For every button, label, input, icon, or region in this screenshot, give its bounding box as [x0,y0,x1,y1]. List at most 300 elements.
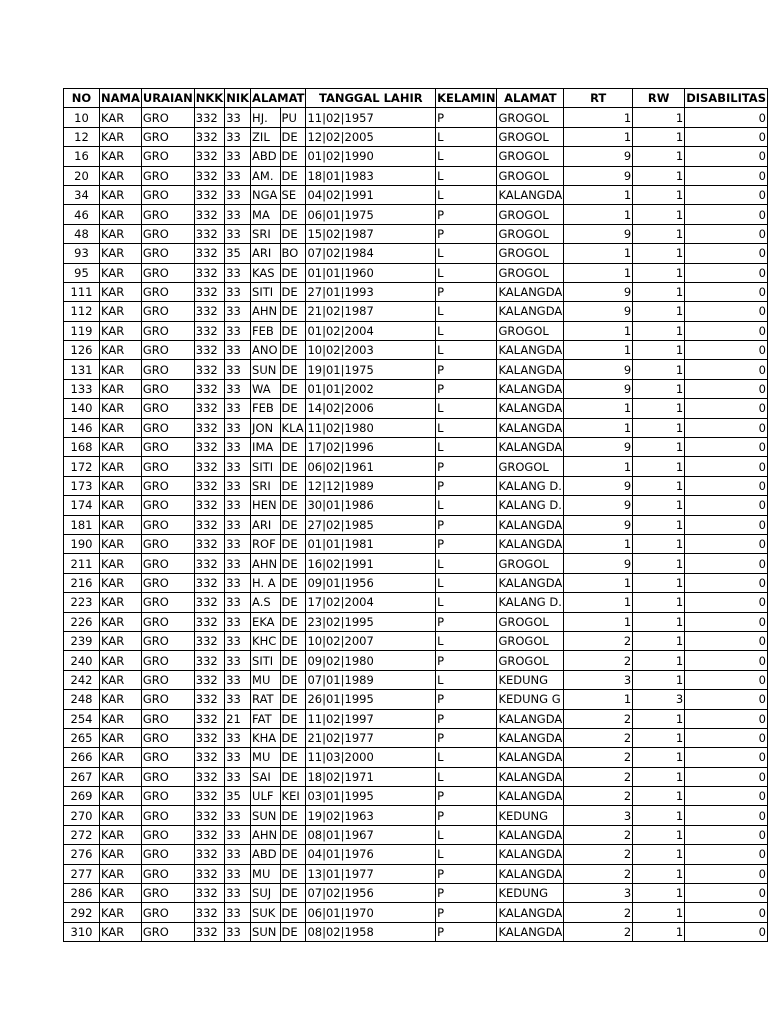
cell-rw[interactable]: 1 [633,884,685,903]
cell-alamat-b[interactable]: DE [280,612,306,631]
cell-nik[interactable]: 33 [225,321,251,340]
cell-rt[interactable]: 1 [564,108,633,127]
header-alamat-1[interactable]: ALAMAT [251,89,306,108]
cell-rt[interactable]: 1 [564,593,633,612]
cell-disabilitas[interactable]: 0 [685,457,768,476]
cell-rw[interactable]: 1 [633,864,685,883]
cell-alamat-a[interactable]: KHC [251,631,280,650]
cell-tanggal-lahir[interactable]: 16|02|1991 [306,554,436,573]
cell-nik[interactable]: 33 [225,651,251,670]
cell-disabilitas[interactable]: 0 [685,224,768,243]
cell-nama[interactable]: KAR [99,282,141,301]
cell-nkk[interactable]: 332 [194,806,224,825]
cell-rt[interactable]: 1 [564,418,633,437]
cell-rt[interactable]: 1 [564,573,633,592]
cell-alamat-b[interactable]: DE [280,438,306,457]
cell-no[interactable]: 140 [64,399,100,418]
cell-nik[interactable]: 33 [225,728,251,747]
cell-nik[interactable]: 33 [225,690,251,709]
cell-rw[interactable]: 1 [633,922,685,941]
table-row[interactable] [64,379,768,398]
cell-kelamin[interactable]: P [436,922,497,941]
cell-tanggal-lahir[interactable]: 14|02|2006 [306,399,436,418]
cell-kelamin[interactable]: P [436,864,497,883]
cell-nkk[interactable]: 332 [194,825,224,844]
cell-tanggal-lahir[interactable]: 26|01|1995 [306,690,436,709]
cell-disabilitas[interactable]: 0 [685,767,768,786]
cell-nama[interactable]: KAR [99,709,141,728]
cell-uraian[interactable]: GRO [141,573,194,592]
cell-rt[interactable]: 2 [564,864,633,883]
cell-alamat-b[interactable]: DE [280,224,306,243]
header-nama[interactable]: NAMA [99,89,141,108]
cell-rw[interactable]: 1 [633,845,685,864]
cell-alamat[interactable]: GROGOL [497,554,564,573]
cell-nama[interactable]: KAR [99,612,141,631]
cell-rw[interactable]: 1 [633,554,685,573]
cell-disabilitas[interactable]: 0 [685,360,768,379]
cell-alamat-b[interactable]: DE [280,379,306,398]
cell-tanggal-lahir[interactable]: 21|02|1987 [306,302,436,321]
table-row[interactable] [64,127,768,146]
cell-uraian[interactable]: GRO [141,748,194,767]
header-rw[interactable]: RW [633,89,685,108]
cell-alamat[interactable]: GROGOL [497,631,564,650]
cell-rw[interactable]: 1 [633,593,685,612]
cell-nama[interactable]: KAR [99,438,141,457]
cell-uraian[interactable]: GRO [141,767,194,786]
cell-rw[interactable]: 1 [633,728,685,747]
cell-nama[interactable]: KAR [99,244,141,263]
cell-uraian[interactable]: GRO [141,612,194,631]
cell-uraian[interactable]: GRO [141,108,194,127]
cell-no[interactable]: 112 [64,302,100,321]
cell-nkk[interactable]: 332 [194,302,224,321]
cell-alamat-a[interactable]: ZIL [251,127,280,146]
cell-alamat-a[interactable]: KHA [251,728,280,747]
cell-nkk[interactable]: 332 [194,903,224,922]
cell-kelamin[interactable]: P [436,651,497,670]
cell-alamat[interactable]: GROGOL [497,263,564,282]
table-row[interactable] [64,418,768,437]
cell-nik[interactable]: 33 [225,884,251,903]
cell-nama[interactable]: KAR [99,825,141,844]
cell-nkk[interactable]: 332 [194,147,224,166]
cell-rw[interactable]: 1 [633,709,685,728]
cell-nkk[interactable]: 332 [194,282,224,301]
cell-rt[interactable]: 1 [564,612,633,631]
cell-nkk[interactable]: 332 [194,612,224,631]
cell-tanggal-lahir[interactable]: 27|01|1993 [306,282,436,301]
table-row[interactable] [64,554,768,573]
cell-tanggal-lahir[interactable]: 13|01|1977 [306,864,436,883]
cell-alamat[interactable]: KALANGDA [497,399,564,418]
cell-no[interactable]: 266 [64,748,100,767]
cell-alamat[interactable]: KALANGDA [497,903,564,922]
cell-disabilitas[interactable]: 0 [685,728,768,747]
cell-alamat-a[interactable]: IMA [251,438,280,457]
cell-nik[interactable]: 33 [225,457,251,476]
table-row[interactable] [64,108,768,127]
cell-alamat[interactable]: GROGOL [497,205,564,224]
cell-alamat[interactable]: GROGOL [497,244,564,263]
cell-nama[interactable]: KAR [99,496,141,515]
cell-no[interactable]: 133 [64,379,100,398]
cell-tanggal-lahir[interactable]: 06|02|1961 [306,457,436,476]
cell-rw[interactable]: 1 [633,767,685,786]
cell-rt[interactable]: 9 [564,224,633,243]
table-row[interactable] [64,903,768,922]
cell-kelamin[interactable]: P [436,457,497,476]
cell-alamat-b[interactable]: DE [280,302,306,321]
cell-nama[interactable]: KAR [99,341,141,360]
cell-kelamin[interactable]: L [436,573,497,592]
cell-disabilitas[interactable]: 0 [685,864,768,883]
cell-no[interactable]: 223 [64,593,100,612]
cell-kelamin[interactable]: P [436,205,497,224]
cell-nkk[interactable]: 332 [194,205,224,224]
cell-no[interactable]: 272 [64,825,100,844]
cell-tanggal-lahir[interactable]: 11|02|1980 [306,418,436,437]
cell-nik[interactable]: 33 [225,670,251,689]
cell-nkk[interactable]: 332 [194,476,224,495]
cell-rw[interactable]: 1 [633,457,685,476]
cell-kelamin[interactable]: P [436,224,497,243]
cell-nik[interactable]: 33 [225,922,251,941]
cell-tanggal-lahir[interactable]: 10|02|2007 [306,631,436,650]
cell-no[interactable]: 146 [64,418,100,437]
cell-alamat[interactable]: KEDUNG [497,670,564,689]
cell-alamat-b[interactable]: DE [280,709,306,728]
cell-tanggal-lahir[interactable]: 12|02|2005 [306,127,436,146]
table-row[interactable] [64,728,768,747]
cell-alamat-b[interactable]: DE [280,573,306,592]
cell-alamat-b[interactable]: DE [280,515,306,534]
cell-alamat-b[interactable]: SE [280,185,306,204]
cell-kelamin[interactable]: P [436,612,497,631]
cell-disabilitas[interactable]: 0 [685,806,768,825]
cell-kelamin[interactable]: L [436,496,497,515]
cell-alamat-b[interactable]: DE [280,263,306,282]
cell-kelamin[interactable]: L [436,399,497,418]
cell-rw[interactable]: 1 [633,573,685,592]
cell-kelamin[interactable]: P [436,728,497,747]
cell-nik[interactable]: 33 [225,185,251,204]
cell-tanggal-lahir[interactable]: 01|01|1960 [306,263,436,282]
cell-nkk[interactable]: 332 [194,399,224,418]
header-disabilitas[interactable]: DISABILITAS [685,89,768,108]
cell-kelamin[interactable]: P [436,690,497,709]
cell-alamat-b[interactable]: DE [280,864,306,883]
header-alamat-2[interactable]: ALAMAT [497,89,564,108]
cell-alamat[interactable]: GROGOL [497,224,564,243]
cell-nama[interactable]: KAR [99,767,141,786]
cell-no[interactable]: 216 [64,573,100,592]
cell-nik[interactable]: 33 [225,341,251,360]
table-row[interactable] [64,341,768,360]
cell-kelamin[interactable]: L [436,767,497,786]
cell-uraian[interactable]: GRO [141,147,194,166]
table-row[interactable] [64,593,768,612]
table-row[interactable] [64,496,768,515]
cell-nama[interactable]: KAR [99,593,141,612]
cell-alamat[interactable]: KALANGDA [497,341,564,360]
cell-alamat-b[interactable]: DE [280,690,306,709]
cell-nkk[interactable]: 332 [194,651,224,670]
cell-alamat-a[interactable]: ABD [251,147,280,166]
cell-disabilitas[interactable]: 0 [685,554,768,573]
cell-no[interactable]: 211 [64,554,100,573]
cell-alamat[interactable]: KALANG D. [497,496,564,515]
cell-nkk[interactable]: 332 [194,127,224,146]
cell-kelamin[interactable]: L [436,670,497,689]
cell-rt[interactable]: 2 [564,728,633,747]
cell-alamat-b[interactable]: KEI [280,787,306,806]
cell-no[interactable]: 190 [64,534,100,553]
cell-uraian[interactable]: GRO [141,379,194,398]
cell-nik[interactable]: 33 [225,825,251,844]
cell-nkk[interactable]: 332 [194,573,224,592]
cell-nkk[interactable]: 332 [194,593,224,612]
cell-tanggal-lahir[interactable]: 19|02|1963 [306,806,436,825]
cell-rt[interactable]: 2 [564,903,633,922]
cell-rt[interactable]: 2 [564,767,633,786]
table-row[interactable] [64,573,768,592]
cell-nkk[interactable]: 332 [194,496,224,515]
cell-rw[interactable]: 1 [633,806,685,825]
cell-no[interactable]: 292 [64,903,100,922]
cell-kelamin[interactable]: P [436,806,497,825]
cell-nkk[interactable]: 332 [194,554,224,573]
cell-alamat-a[interactable]: AM. [251,166,280,185]
table-row[interactable] [64,651,768,670]
cell-alamat-b[interactable]: DE [280,534,306,553]
cell-alamat[interactable]: KALANGDA [497,573,564,592]
cell-no[interactable]: 46 [64,205,100,224]
cell-kelamin[interactable]: L [436,341,497,360]
cell-tanggal-lahir[interactable]: 10|02|2003 [306,341,436,360]
cell-rt[interactable]: 9 [564,515,633,534]
cell-nama[interactable]: KAR [99,573,141,592]
cell-alamat[interactable]: KALANGDA [497,360,564,379]
cell-nama[interactable]: KAR [99,515,141,534]
cell-nkk[interactable]: 332 [194,166,224,185]
cell-alamat-a[interactable]: FEB [251,321,280,340]
cell-alamat[interactable]: KEDUNG G [497,690,564,709]
table-row[interactable] [64,709,768,728]
cell-alamat-a[interactable]: ARI [251,515,280,534]
cell-kelamin[interactable]: L [436,302,497,321]
cell-rw[interactable]: 1 [633,496,685,515]
cell-disabilitas[interactable]: 0 [685,651,768,670]
cell-alamat[interactable]: KALANGDA [497,302,564,321]
cell-uraian[interactable]: GRO [141,457,194,476]
cell-no[interactable]: 269 [64,787,100,806]
cell-nik[interactable]: 33 [225,864,251,883]
cell-alamat-b[interactable]: DE [280,825,306,844]
cell-rw[interactable]: 1 [633,825,685,844]
cell-nkk[interactable]: 332 [194,263,224,282]
cell-nama[interactable]: KAR [99,922,141,941]
cell-nama[interactable]: KAR [99,631,141,650]
cell-nkk[interactable]: 332 [194,728,224,747]
cell-alamat-a[interactable]: MU [251,864,280,883]
cell-rw[interactable]: 1 [633,748,685,767]
cell-no[interactable]: 12 [64,127,100,146]
cell-nama[interactable]: KAR [99,534,141,553]
cell-no[interactable]: 286 [64,884,100,903]
cell-no[interactable]: 254 [64,709,100,728]
cell-rt[interactable]: 2 [564,709,633,728]
cell-disabilitas[interactable]: 0 [685,515,768,534]
cell-rw[interactable]: 1 [633,787,685,806]
cell-alamat[interactable]: KALANGDA [497,709,564,728]
cell-rt[interactable]: 1 [564,244,633,263]
cell-no[interactable]: 126 [64,341,100,360]
cell-disabilitas[interactable]: 0 [685,670,768,689]
cell-nik[interactable]: 33 [225,748,251,767]
cell-rw[interactable]: 1 [633,515,685,534]
table-row[interactable] [64,787,768,806]
cell-uraian[interactable]: GRO [141,690,194,709]
cell-rw[interactable]: 1 [633,321,685,340]
cell-rw[interactable]: 1 [633,903,685,922]
cell-alamat-b[interactable]: DE [280,748,306,767]
cell-alamat-b[interactable]: DE [280,127,306,146]
cell-alamat-a[interactable]: SITI [251,651,280,670]
cell-rt[interactable]: 9 [564,147,633,166]
cell-nama[interactable]: KAR [99,360,141,379]
cell-rt[interactable]: 2 [564,845,633,864]
cell-rw[interactable]: 1 [633,476,685,495]
cell-disabilitas[interactable]: 0 [685,108,768,127]
cell-nik[interactable]: 33 [225,360,251,379]
cell-nama[interactable]: KAR [99,302,141,321]
cell-rt[interactable]: 1 [564,399,633,418]
cell-nama[interactable]: KAR [99,690,141,709]
cell-kelamin[interactable]: L [436,438,497,457]
cell-alamat-a[interactable]: MU [251,670,280,689]
cell-rw[interactable]: 1 [633,224,685,243]
cell-nkk[interactable]: 332 [194,108,224,127]
cell-disabilitas[interactable]: 0 [685,341,768,360]
cell-alamat-a[interactable]: ULF [251,787,280,806]
cell-uraian[interactable]: GRO [141,670,194,689]
cell-alamat-b[interactable]: DE [280,631,306,650]
cell-disabilitas[interactable]: 0 [685,438,768,457]
cell-uraian[interactable]: GRO [141,205,194,224]
cell-alamat-a[interactable]: KAS [251,263,280,282]
cell-alamat-a[interactable]: SUK [251,903,280,922]
table-row[interactable] [64,884,768,903]
cell-kelamin[interactable]: L [436,185,497,204]
cell-alamat[interactable]: GROGOL [497,108,564,127]
cell-nkk[interactable]: 332 [194,884,224,903]
cell-disabilitas[interactable]: 0 [685,418,768,437]
cell-alamat-b[interactable]: DE [280,341,306,360]
cell-uraian[interactable]: GRO [141,651,194,670]
cell-alamat-b[interactable]: DE [280,205,306,224]
cell-alamat[interactable]: GROGOL [497,147,564,166]
cell-rw[interactable]: 1 [633,166,685,185]
cell-alamat-a[interactable]: JON [251,418,280,437]
cell-tanggal-lahir[interactable]: 18|01|1983 [306,166,436,185]
cell-nkk[interactable]: 332 [194,534,224,553]
table-row[interactable] [64,825,768,844]
cell-nama[interactable]: KAR [99,864,141,883]
cell-uraian[interactable]: GRO [141,360,194,379]
cell-disabilitas[interactable]: 0 [685,612,768,631]
cell-tanggal-lahir[interactable]: 01|01|1981 [306,534,436,553]
table-row[interactable] [64,244,768,263]
cell-disabilitas[interactable]: 0 [685,903,768,922]
cell-alamat[interactable]: KALANGDA [497,418,564,437]
cell-alamat-b[interactable]: DE [280,282,306,301]
cell-kelamin[interactable]: L [436,321,497,340]
cell-nkk[interactable]: 332 [194,845,224,864]
cell-alamat-b[interactable]: DE [280,728,306,747]
cell-rt[interactable]: 1 [564,205,633,224]
cell-disabilitas[interactable]: 0 [685,534,768,553]
cell-uraian[interactable]: GRO [141,166,194,185]
cell-uraian[interactable]: GRO [141,825,194,844]
cell-nik[interactable]: 33 [225,282,251,301]
cell-nama[interactable]: KAR [99,806,141,825]
header-kelamin[interactable]: KELAMIN [436,89,497,108]
cell-uraian[interactable]: GRO [141,903,194,922]
cell-alamat[interactable]: KALANGDA [497,185,564,204]
cell-tanggal-lahir[interactable]: 09|02|1980 [306,651,436,670]
cell-alamat-a[interactable]: FAT [251,709,280,728]
cell-rt[interactable]: 2 [564,651,633,670]
cell-alamat[interactable]: KALANGDA [497,748,564,767]
cell-tanggal-lahir[interactable]: 30|01|1986 [306,496,436,515]
cell-disabilitas[interactable]: 0 [685,205,768,224]
cell-alamat[interactable]: KALANG D. [497,593,564,612]
cell-nama[interactable]: KAR [99,205,141,224]
cell-nik[interactable]: 33 [225,379,251,398]
cell-alamat-b[interactable]: PU [280,108,306,127]
cell-kelamin[interactable]: P [436,709,497,728]
cell-no[interactable]: 240 [64,651,100,670]
cell-nama[interactable]: KAR [99,379,141,398]
cell-nama[interactable]: KAR [99,185,141,204]
cell-kelamin[interactable]: L [436,845,497,864]
cell-no[interactable]: 173 [64,476,100,495]
cell-tanggal-lahir[interactable]: 17|02|1996 [306,438,436,457]
cell-kelamin[interactable]: P [436,903,497,922]
cell-alamat-b[interactable]: DE [280,496,306,515]
cell-nama[interactable]: KAR [99,651,141,670]
cell-kelamin[interactable]: L [436,147,497,166]
cell-alamat[interactable]: GROGOL [497,127,564,146]
cell-alamat[interactable]: KALANGDA [497,845,564,864]
cell-no[interactable]: 277 [64,864,100,883]
cell-rt[interactable]: 9 [564,282,633,301]
cell-alamat-b[interactable]: DE [280,476,306,495]
cell-kelamin[interactable]: L [436,166,497,185]
cell-disabilitas[interactable]: 0 [685,302,768,321]
cell-kelamin[interactable]: L [436,631,497,650]
cell-rt[interactable]: 9 [564,379,633,398]
cell-no[interactable]: 248 [64,690,100,709]
cell-alamat-a[interactable]: A.S [251,593,280,612]
table-row[interactable] [64,748,768,767]
cell-rw[interactable]: 1 [633,108,685,127]
cell-nkk[interactable]: 332 [194,438,224,457]
cell-rt[interactable]: 2 [564,922,633,941]
cell-alamat[interactable]: KALANGDA [497,379,564,398]
